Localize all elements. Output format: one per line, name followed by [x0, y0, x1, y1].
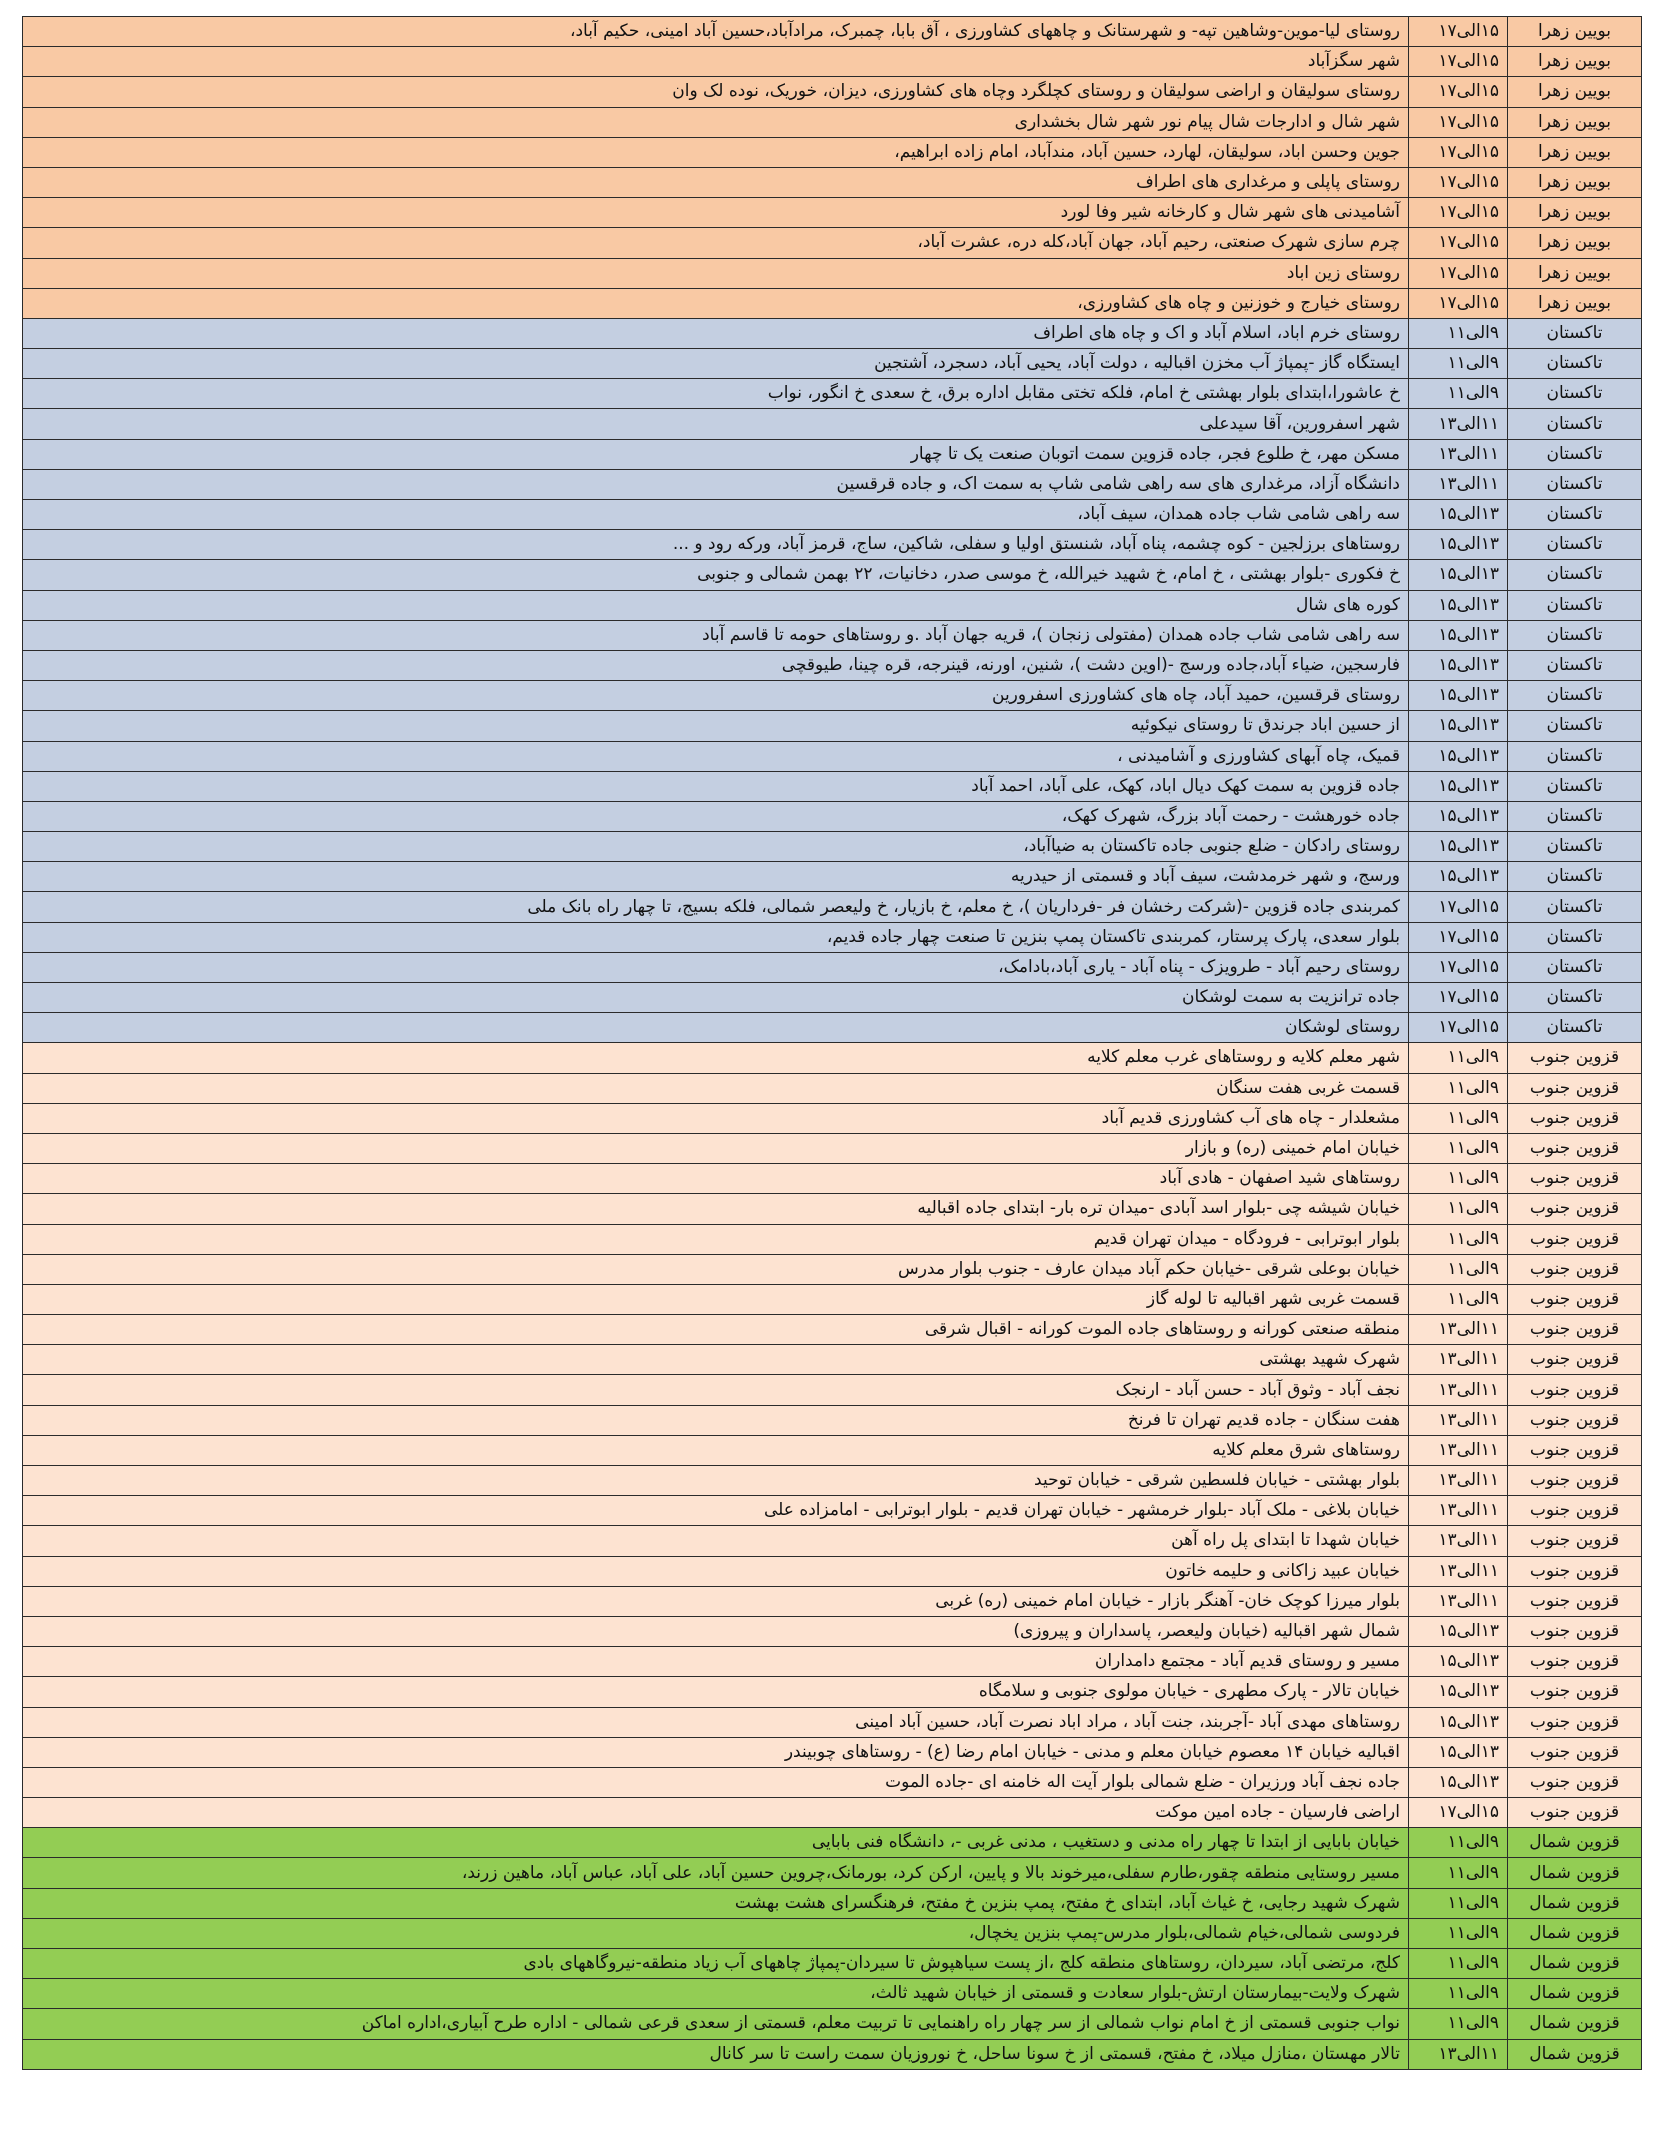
region-cell: قزوین جنوب [1508, 1707, 1642, 1737]
time-range-cell: ۹الی۱۱ [1409, 2009, 1508, 2039]
schedule-row [23, 832, 1642, 862]
area-cell: قسمت غربی شهر اقبالیه تا لوله گاز [23, 1284, 1409, 1314]
area-cell: روستای رادکان - ضلع جنوبی جاده تاکستان به ضیاآباد، [23, 832, 1409, 862]
time-range-cell: ۹الی۱۱ [1409, 1073, 1508, 1103]
region-cell: تاکستان [1508, 409, 1642, 439]
area-cell: بلوار میرزا کوچک خان- آهنگر بازار - خیابان امام خمینی (ره) غربی [23, 1586, 1409, 1616]
time-range-cell: ۱۵الی۱۷ [1409, 258, 1508, 288]
area-cell: شهرک شهید بهشتی [23, 1345, 1409, 1375]
time-range-cell: ۱۱الی۱۳ [1409, 1526, 1508, 1556]
schedule-row [23, 1103, 1642, 1133]
region-cell: تاکستان [1508, 318, 1642, 348]
schedule-row [23, 379, 1642, 409]
area-cell: خیابان تالار - پارک مطهری - خیابان مولوی جنوبی و سلامگاه [23, 1677, 1409, 1707]
time-range-cell: ۱۳الی۱۵ [1409, 801, 1508, 831]
area-cell: فارسجین، ضیاء آباد،جاده ورسج -(اوین دشت )، شنین، اورنه، قینرجه، قره چینا، طیوقچی [23, 650, 1409, 680]
schedule-row [23, 17, 1642, 47]
area-cell: فردوسی شمالی،خیام شمالی،بلوار مدرس-پمپ بنزین یخچال، [23, 1918, 1409, 1948]
region-cell: تاکستان [1508, 1013, 1642, 1043]
region-cell: تاکستان [1508, 801, 1642, 831]
schedule-row [23, 1949, 1642, 1979]
schedule-row [23, 741, 1642, 771]
time-range-cell: ۱۳الی۱۵ [1409, 681, 1508, 711]
region-cell: قزوین شمال [1508, 1918, 1642, 1948]
region-cell: بویین زهرا [1508, 167, 1642, 197]
area-cell: خیابان شیشه چی -بلوار اسد آبادی -میدان تره بار- ابتدای جاده اقبالیه [23, 1194, 1409, 1224]
region-cell: تاکستان [1508, 922, 1642, 952]
time-range-cell: ۱۳الی۱۵ [1409, 1647, 1508, 1677]
area-cell: جاده ترانزیت به سمت لوشکان [23, 983, 1409, 1013]
time-range-cell: ۱۱الی۱۳ [1409, 1345, 1508, 1375]
schedule-row [23, 198, 1642, 228]
area-cell: خیابان عبید زاکانی و حلیمه خاتون [23, 1556, 1409, 1586]
area-cell: مسیر و روستای قدیم آباد - مجتمع دامداران [23, 1647, 1409, 1677]
time-range-cell: ۹الی۱۱ [1409, 1254, 1508, 1284]
schedule-row [23, 137, 1642, 167]
schedule-row [23, 530, 1642, 560]
area-cell: مسیر روستایی منطقه چقور،طارم سفلی،میرخوند بالا و پایین، ارکن کرد، بورمانک،چروین حسین آباد، علی آباد، عباس آباد، ماهین زرند، [23, 1858, 1409, 1888]
region-cell: تاکستان [1508, 349, 1642, 379]
area-cell: آشامیدنی های شهر شال و کارخانه شیر وفا لورد [23, 198, 1409, 228]
schedule-row [23, 77, 1642, 107]
area-cell: منطقه صنعتی کورانه و روستاهای جاده الموت کورانه - اقبال شرقی [23, 1315, 1409, 1345]
region-cell: تاکستان [1508, 681, 1642, 711]
schedule-row [23, 439, 1642, 469]
time-range-cell: ۱۱الی۱۳ [1409, 2039, 1508, 2069]
area-cell: روستای لوشکان [23, 1013, 1409, 1043]
schedule-row [23, 650, 1642, 680]
region-cell: قزوین جنوب [1508, 1586, 1642, 1616]
time-range-cell: ۱۵الی۱۷ [1409, 77, 1508, 107]
schedule-row [23, 983, 1642, 1013]
time-range-cell: ۱۱الی۱۳ [1409, 1375, 1508, 1405]
area-cell: چرم سازی شهرک صنعتی، رحیم آباد، جهان آباد،کله دره، عشرت آباد، [23, 228, 1409, 258]
schedule-row [23, 560, 1642, 590]
region-cell: قزوین جنوب [1508, 1435, 1642, 1465]
area-cell: شهر سگزآباد [23, 47, 1409, 77]
schedule-row [23, 1405, 1642, 1435]
schedule-row [23, 1013, 1642, 1043]
time-range-cell: ۱۳الی۱۵ [1409, 1616, 1508, 1646]
region-cell: بویین زهرا [1508, 198, 1642, 228]
time-range-cell: ۱۵الی۱۷ [1409, 167, 1508, 197]
time-range-cell: ۱۵الی۱۷ [1409, 198, 1508, 228]
area-cell: خیابان امام خمینی (ره) و بازار [23, 1133, 1409, 1163]
region-cell: قزوین جنوب [1508, 1164, 1642, 1194]
area-cell: جوین وحسن اباد، سولیقان، لهارد، حسین آباد، مندآباد، امام زاده ابراهیم، [23, 137, 1409, 167]
area-cell: شهر اسفرورین، آقا سیدعلی [23, 409, 1409, 439]
region-cell: قزوین جنوب [1508, 1526, 1642, 1556]
schedule-row [23, 862, 1642, 892]
region-cell: تاکستان [1508, 379, 1642, 409]
area-cell: خیابان شهدا تا ابتدای پل راه آهن [23, 1526, 1409, 1556]
region-cell: قزوین شمال [1508, 2039, 1642, 2069]
time-range-cell: ۱۵الی۱۷ [1409, 47, 1508, 77]
time-range-cell: ۱۱الی۱۳ [1409, 1405, 1508, 1435]
area-cell: روستای خیارج و خوزنین و چاه های کشاورزی، [23, 288, 1409, 318]
area-cell: روستای زین اباد [23, 258, 1409, 288]
time-range-cell: ۹الی۱۱ [1409, 1828, 1508, 1858]
time-range-cell: ۱۳الی۱۵ [1409, 741, 1508, 771]
region-cell: بویین زهرا [1508, 47, 1642, 77]
region-cell: تاکستان [1508, 952, 1642, 982]
schedule-row [23, 1284, 1642, 1314]
region-cell: بویین زهرا [1508, 258, 1642, 288]
schedule-row [23, 681, 1642, 711]
schedule-row [23, 107, 1642, 137]
area-cell: شهرک ولایت-بیمارستان ارتش-بلوار سعادت و قسمتی از خیابان شهید ثالث، [23, 1979, 1409, 2009]
region-cell: قزوین جنوب [1508, 1737, 1642, 1767]
schedule-row [23, 1888, 1642, 1918]
schedule-row [23, 1345, 1642, 1375]
area-cell: روستاهای برزلجین - کوه چشمه، پناه آباد، شنستق اولیا و سفلی، شاکین، ساج، قرمز آباد، ورکه رود و ... [23, 530, 1409, 560]
region-cell: بویین زهرا [1508, 17, 1642, 47]
area-cell: جاده نجف آباد ورزیران - ضلع شمالی بلوار آیت اله خامنه ای -جاده الموت [23, 1767, 1409, 1797]
area-cell: خیابان بابایی از ابتدا تا چهار راه مدنی و دستغیب ، مدنی غربی -، دانشگاه فنی بابایی [23, 1828, 1409, 1858]
area-cell: اقبالیه خیابان ۱۴ معصوم خیابان معلم و مدنی - خیابان امام رضا (ع) - روستاهای چوبیندر [23, 1737, 1409, 1767]
region-cell: قزوین جنوب [1508, 1767, 1642, 1797]
schedule-row [23, 1586, 1642, 1616]
schedule-row [23, 318, 1642, 348]
area-cell: شهر شال و ادارجات شال پیام نور شهر شال بخشداری [23, 107, 1409, 137]
region-cell: قزوین جنوب [1508, 1315, 1642, 1345]
region-cell: قزوین جنوب [1508, 1798, 1642, 1828]
time-range-cell: ۱۱الی۱۳ [1409, 1496, 1508, 1526]
time-range-cell: ۱۵الی۱۷ [1409, 1013, 1508, 1043]
area-cell: بلوار بهشتی - خیابان فلسطین شرقی - خیابان توحید [23, 1466, 1409, 1496]
time-range-cell: ۹الی۱۱ [1409, 1194, 1508, 1224]
time-range-cell: ۱۱الی۱۳ [1409, 1435, 1508, 1465]
time-range-cell: ۱۵الی۱۷ [1409, 922, 1508, 952]
time-range-cell: ۹الی۱۱ [1409, 1979, 1508, 2009]
schedule-row [23, 771, 1642, 801]
time-range-cell: ۱۳الی۱۵ [1409, 530, 1508, 560]
region-cell: قزوین جنوب [1508, 1194, 1642, 1224]
time-range-cell: ۹الی۱۱ [1409, 1918, 1508, 1948]
time-range-cell: ۱۱الی۱۳ [1409, 1466, 1508, 1496]
area-cell: روستای پاپلی و مرغداری های اطراف [23, 167, 1409, 197]
schedule-row [23, 1616, 1642, 1646]
region-cell: تاکستان [1508, 439, 1642, 469]
region-cell: تاکستان [1508, 892, 1642, 922]
area-cell: شهر معلم کلایه و روستاهای غرب معلم کلایه [23, 1043, 1409, 1073]
schedule-row [23, 258, 1642, 288]
region-cell: قزوین جنوب [1508, 1556, 1642, 1586]
time-range-cell: ۹الی۱۱ [1409, 1284, 1508, 1314]
schedule-row [23, 167, 1642, 197]
region-cell: قزوین جنوب [1508, 1224, 1642, 1254]
region-cell: قزوین جنوب [1508, 1647, 1642, 1677]
schedule-row [23, 1707, 1642, 1737]
time-range-cell: ۱۳الی۱۵ [1409, 711, 1508, 741]
area-cell: سه راهی شامی شاب جاده همدان (مفتولی زنجان )، قریه جهان آباد .و روستاهای حومه تا قاسم آباد [23, 620, 1409, 650]
region-cell: قزوین جنوب [1508, 1496, 1642, 1526]
area-cell: خ عاشورا،ابتدای بلوار بهشتی خ امام، فلکه تختی مقابل اداره برق، خ سعدی خ انگور، نواب [23, 379, 1409, 409]
schedule-row [23, 1073, 1642, 1103]
area-cell: دانشگاه آزاد، مرغداری های سه راهی شامی شاپ به سمت اک، و جاده قرقسین [23, 469, 1409, 499]
region-cell: تاکستان [1508, 590, 1642, 620]
area-cell: روستاهای شید اصفهان - هادی آباد [23, 1164, 1409, 1194]
area-cell: خیابان بلاغی - ملک آباد -بلوار خرمشهر - خیابان تهران قدیم - بلوار ابوترابی - امامزاده علی [23, 1496, 1409, 1526]
area-cell: ایستگاه گاز -پمپاژ آب مخزن اقبالیه ، دولت آباد، یحیی آباد، دسجرد، آشتجین [23, 349, 1409, 379]
schedule-row [23, 1767, 1642, 1797]
time-range-cell: ۱۳الی۱۵ [1409, 832, 1508, 862]
region-cell: قزوین شمال [1508, 1979, 1642, 2009]
time-range-cell: ۹الی۱۱ [1409, 1949, 1508, 1979]
schedule-row [23, 1677, 1642, 1707]
schedule-row [23, 892, 1642, 922]
schedule-row [23, 1043, 1642, 1073]
region-cell: قزوین شمال [1508, 1828, 1642, 1858]
region-cell: تاکستان [1508, 862, 1642, 892]
time-range-cell: ۹الی۱۱ [1409, 1888, 1508, 1918]
time-range-cell: ۹الی۱۱ [1409, 1043, 1508, 1073]
time-range-cell: ۹الی۱۱ [1409, 1133, 1508, 1163]
region-cell: بویین زهرا [1508, 137, 1642, 167]
area-cell: نواب جنوبی قسمتی از خ امام نواب شمالی از سر چهار راه راهنمایی تا تربیت معلم، قسمتی از سعدی قرعی شمالی - اداره طرح آبیاری،اداره اماکن [23, 2009, 1409, 2039]
region-cell: قزوین شمال [1508, 1858, 1642, 1888]
time-range-cell: ۹الی۱۱ [1409, 1164, 1508, 1194]
area-cell: روستاهای شرق معلم کلایه [23, 1435, 1409, 1465]
schedule-row [23, 1858, 1642, 1888]
schedule-row [23, 1194, 1642, 1224]
area-cell: تالار مهستان ،منازل میلاد، خ مفتح، قسمتی از خ سونا ساحل، خ نوروزیان سمت راست تا سر کانال [23, 2039, 1409, 2069]
schedule-row [23, 1647, 1642, 1677]
schedule-row [23, 469, 1642, 499]
time-range-cell: ۱۳الی۱۵ [1409, 500, 1508, 530]
area-cell: از حسین اباد جرندق تا روستای نیکوئیه [23, 711, 1409, 741]
outage-schedule-table [22, 16, 1642, 2070]
area-cell: بلوار ابوترابی - فرودگاه - میدان تهران قدیم [23, 1224, 1409, 1254]
region-cell: تاکستان [1508, 650, 1642, 680]
time-range-cell: ۹الی۱۱ [1409, 318, 1508, 348]
schedule-row [23, 500, 1642, 530]
time-range-cell: ۱۵الی۱۷ [1409, 1798, 1508, 1828]
area-cell: جاده خورهشت - رحمت آباد بزرگ، شهرک کهک، [23, 801, 1409, 831]
schedule-body [23, 17, 1642, 2070]
time-range-cell: ۱۳الی۱۵ [1409, 560, 1508, 590]
time-range-cell: ۱۱الی۱۳ [1409, 469, 1508, 499]
region-cell: قزوین جنوب [1508, 1103, 1642, 1133]
area-cell: روستای خرم اباد، اسلام آباد و اک و چاه های اطراف [23, 318, 1409, 348]
time-range-cell: ۱۳الی۱۵ [1409, 590, 1508, 620]
area-cell: جاده قزوین به سمت کهک دیال اباد، کهک، علی آباد، احمد آباد [23, 771, 1409, 801]
area-cell: قمیک، چاه آبهای کشاورزی و آشامیدنی ، [23, 741, 1409, 771]
time-range-cell: ۱۱الی۱۳ [1409, 439, 1508, 469]
schedule-row [23, 1224, 1642, 1254]
area-cell: روستای لیا-موین-وشاهین تپه- و شهرستانک و چاههای کشاورزی ، آق بابا، چمبرک، مرادآباد،حسین آباد امینی، حکیم آباد، [23, 17, 1409, 47]
time-range-cell: ۱۱الی۱۳ [1409, 409, 1508, 439]
area-cell: شهرک شهید رجایی، خ غیاث آباد، ابتدای خ مفتح، پمپ بنزین خ مفتح، فرهنگسرای هشت بهشت [23, 1888, 1409, 1918]
time-range-cell: ۱۵الی۱۷ [1409, 983, 1508, 1013]
schedule-row [23, 1979, 1642, 2009]
region-cell: قزوین جنوب [1508, 1375, 1642, 1405]
time-range-cell: ۱۵الی۱۷ [1409, 17, 1508, 47]
time-range-cell: ۹الی۱۱ [1409, 379, 1508, 409]
region-cell: قزوین شمال [1508, 1949, 1642, 1979]
area-cell: مشعلدار - چاه های آب کشاورزی قدیم آباد [23, 1103, 1409, 1133]
time-range-cell: ۹الی۱۱ [1409, 1858, 1508, 1888]
schedule-row [23, 1133, 1642, 1163]
area-cell: مسکن مهر، خ طلوع فجر، جاده قزوین سمت اتوبان صنعت یک تا چهار [23, 439, 1409, 469]
region-cell: تاکستان [1508, 469, 1642, 499]
region-cell: بویین زهرا [1508, 228, 1642, 258]
region-cell: بویین زهرا [1508, 288, 1642, 318]
time-range-cell: ۱۳الی۱۵ [1409, 1707, 1508, 1737]
schedule-row [23, 922, 1642, 952]
time-range-cell: ۱۳الی۱۵ [1409, 1767, 1508, 1797]
region-cell: تاکستان [1508, 500, 1642, 530]
region-cell: قزوین جنوب [1508, 1284, 1642, 1314]
schedule-row [23, 1737, 1642, 1767]
schedule-row [23, 590, 1642, 620]
schedule-row [23, 620, 1642, 650]
area-cell: ورسج، و شهر خرمدشت، سیف آباد و قسمتی از حیدریه [23, 862, 1409, 892]
time-range-cell: ۹الی۱۱ [1409, 1103, 1508, 1133]
region-cell: قزوین جنوب [1508, 1466, 1642, 1496]
region-cell: بویین زهرا [1508, 107, 1642, 137]
schedule-row [23, 1798, 1642, 1828]
time-range-cell: ۱۵الی۱۷ [1409, 228, 1508, 258]
schedule-row [23, 1375, 1642, 1405]
area-cell: کوره های شال [23, 590, 1409, 620]
region-cell: بویین زهرا [1508, 77, 1642, 107]
area-cell: کلج، مرتضی آباد، سیردان، روستاهای منطقه کلج ،از پست سیاهپوش تا سیردان-پمپاژ چاههای آب زیاد منطقه-نیروگاههای بادی [23, 1949, 1409, 1979]
region-cell: تاکستان [1508, 741, 1642, 771]
schedule-row [23, 228, 1642, 258]
area-cell: قسمت غربی هفت سنگان [23, 1073, 1409, 1103]
time-range-cell: ۱۳الی۱۵ [1409, 1677, 1508, 1707]
region-cell: قزوین جنوب [1508, 1345, 1642, 1375]
schedule-row [23, 2039, 1642, 2069]
schedule-row [23, 349, 1642, 379]
area-cell: سه راهی شامی شاب جاده همدان، سیف آباد، [23, 500, 1409, 530]
region-cell: قزوین جنوب [1508, 1405, 1642, 1435]
schedule-row [23, 1315, 1642, 1345]
region-cell: تاکستان [1508, 530, 1642, 560]
region-cell: قزوین شمال [1508, 1888, 1642, 1918]
schedule-row [23, 952, 1642, 982]
schedule-row [23, 1254, 1642, 1284]
schedule-row [23, 1918, 1642, 1948]
area-cell: خیابان بوعلی شرقی -خیابان حکم آباد میدان عارف - جنوب بلوار مدرس [23, 1254, 1409, 1284]
schedule-row [23, 409, 1642, 439]
time-range-cell: ۱۳الی۱۵ [1409, 1737, 1508, 1767]
region-cell: تاکستان [1508, 620, 1642, 650]
time-range-cell: ۱۱الی۱۳ [1409, 1315, 1508, 1345]
time-range-cell: ۱۳الی۱۵ [1409, 771, 1508, 801]
time-range-cell: ۱۵الی۱۷ [1409, 288, 1508, 318]
region-cell: قزوین جنوب [1508, 1677, 1642, 1707]
area-cell: روستای قرقسین، حمید آباد، چاه های کشاورزی اسفرورین [23, 681, 1409, 711]
region-cell: قزوین جنوب [1508, 1073, 1642, 1103]
schedule-row [23, 1828, 1642, 1858]
region-cell: قزوین جنوب [1508, 1043, 1642, 1073]
area-cell: هفت سنگان - جاده قدیم تهران تا فرنخ [23, 1405, 1409, 1435]
region-cell: قزوین شمال [1508, 2009, 1642, 2039]
area-cell: شمال شهر اقبالیه (خیابان ولیعصر، پاسداران و پیروزی) [23, 1616, 1409, 1646]
schedule-row [23, 2009, 1642, 2039]
time-range-cell: ۱۵الی۱۷ [1409, 952, 1508, 982]
region-cell: تاکستان [1508, 711, 1642, 741]
schedule-row [23, 711, 1642, 741]
area-cell: اراضی فارسیان - جاده امین موکت [23, 1798, 1409, 1828]
time-range-cell: ۱۵الی۱۷ [1409, 892, 1508, 922]
schedule-row [23, 1526, 1642, 1556]
region-cell: قزوین جنوب [1508, 1616, 1642, 1646]
region-cell: تاکستان [1508, 983, 1642, 1013]
schedule-row [23, 1556, 1642, 1586]
time-range-cell: ۱۱الی۱۳ [1409, 1586, 1508, 1616]
time-range-cell: ۱۵الی۱۷ [1409, 137, 1508, 167]
time-range-cell: ۹الی۱۱ [1409, 1224, 1508, 1254]
schedule-row [23, 288, 1642, 318]
region-cell: قزوین جنوب [1508, 1133, 1642, 1163]
area-cell: بلوار سعدی، پارک پرستار، کمربندی تاکستان پمپ بنزین تا صنعت چهار جاده قدیم، [23, 922, 1409, 952]
region-cell: تاکستان [1508, 771, 1642, 801]
schedule-row [23, 801, 1642, 831]
area-cell: کمربندی جاده قزوین -(شرکت رخشان فر -فرداریان )، خ معلم، خ بازیار، خ ولیعصر شمالی، فلکه بسیج، تا چهار راه بانک ملی [23, 892, 1409, 922]
schedule-row [23, 47, 1642, 77]
time-range-cell: ۱۱الی۱۳ [1409, 1556, 1508, 1586]
area-cell: نجف آباد - وثوق آباد - حسن آباد - ارنجک [23, 1375, 1409, 1405]
schedule-row [23, 1164, 1642, 1194]
time-range-cell: ۱۳الی۱۵ [1409, 620, 1508, 650]
area-cell: خ فکوری -بلوار بهشتی ، خ امام، خ شهید خیرالله، خ موسی صدر، دخانیات، ۲۲ بهمن شمالی و جنوبی [23, 560, 1409, 590]
time-range-cell: ۱۵الی۱۷ [1409, 107, 1508, 137]
area-cell: روستای رحیم آباد - طرویزک - پناه آباد - یاری آباد،بادامک، [23, 952, 1409, 982]
region-cell: تاکستان [1508, 832, 1642, 862]
region-cell: تاکستان [1508, 560, 1642, 590]
schedule-row [23, 1496, 1642, 1526]
time-range-cell: ۱۳الی۱۵ [1409, 650, 1508, 680]
time-range-cell: ۱۳الی۱۵ [1409, 862, 1508, 892]
region-cell: قزوین جنوب [1508, 1254, 1642, 1284]
area-cell: روستاهای مهدی آباد -آجربند، جنت آباد ، مراد اباد نصرت آباد، حسین آباد امینی [23, 1707, 1409, 1737]
area-cell: روستای سولیقان و اراضی سولیقان و روستای کچلگرد وچاه های کشاورزی، دیزان، خوریک، نوده لک وان [23, 77, 1409, 107]
schedule-row [23, 1466, 1642, 1496]
time-range-cell: ۹الی۱۱ [1409, 349, 1508, 379]
schedule-row [23, 1435, 1642, 1465]
